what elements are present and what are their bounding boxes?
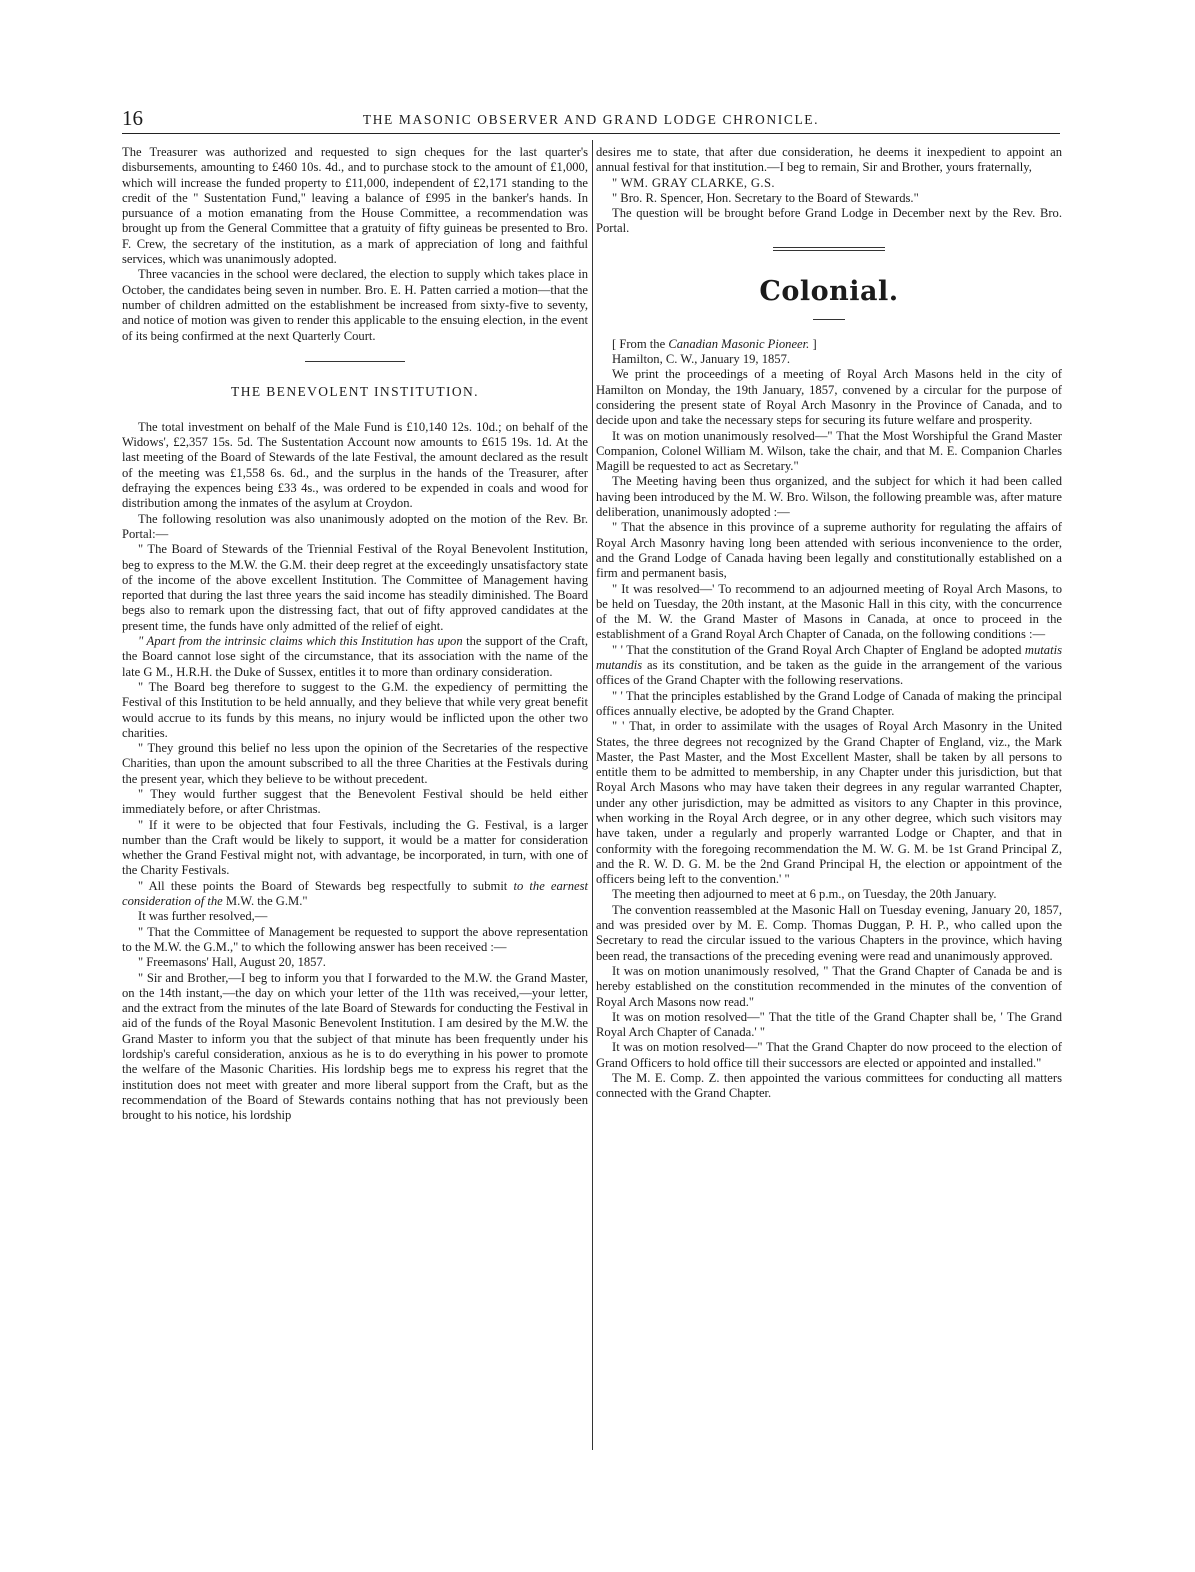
page-number: 16 — [122, 106, 143, 130]
page-header — [122, 106, 1060, 132]
resolution-paragraph: " If it were to be objected that four Festivals, including the G. Festival, is a larger number than the Craft would be likely to support, it would be a matter for consideration whether the Grand Festival might not, with advantage, be incorporated, in turn, with one of the Charity Festivals. — [122, 817, 588, 878]
resolution-paragraph: " It was resolved—' To recommend to an adjourned meeting of Royal Arch Masons, to be held on Tuesday, the 20th instant, at the Masonic Hall in this city, with the concurrence of the M. W. the Grand Master of Masons in Canada, at once to proceed in the establishment of a Grand Royal Arch Chapter of Canada, on the following conditions :— — [596, 581, 1062, 642]
paragraph: We print the proceedings of a meeting of Royal Arch Masons held in the city of Hamilton on Monday, the 19th January, 1857, convened by a circular for the purpose of considering the present state of Royal Arch Masonry in the Province of Canada, and to decide upon and take the necessary steps for securing its future welfare and prosperity. — [596, 367, 1062, 428]
resolution-paragraph: " The Board beg therefore to suggest to the G.M. the expediency of permitting the Festival of this Institution to be held annually, and they believe that while very great benefit would accrue to its funds by this means, no injury would be inflicted upon the other two charities. — [122, 679, 588, 740]
paragraph: It was on motion resolved—" That the Grand Chapter do now proceed to the election of Grand Officers to hold office till their successors are elected or appointed and installed." — [596, 1040, 1062, 1070]
text-run: ] — [809, 336, 817, 351]
paragraph: The meeting then adjourned to meet at 6 p.m., on Tuesday, the 20th January. — [612, 887, 997, 902]
source-dateline: Hamilton, C. W., January 19, 1857. — [612, 352, 791, 367]
rule-line — [773, 250, 885, 251]
signature: " WM. GRAY CLARKE, G.S. — [612, 175, 775, 190]
paragraph: The question will be brought before Grand Lodge in December next by the Rev. Bro. Portal. — [596, 206, 1062, 236]
resolution-paragraph: " They ground this belief no less upon the opinion of the Secretaries of the respective Charities, than upon the amount subscribed to all the three Charities at the Festivals during the present year, which they believe to be without precedent. — [122, 741, 588, 786]
resolution-paragraph: " That the Committee of Management be requested to support the above representation to the M.W. the G.M.," to which the following answer has been received :— — [122, 924, 588, 954]
resolution-paragraph: " That the absence in this province of a supreme authority for regulating the affairs of Royal Arch Masonry having long been attended with serious inconvenience to the order, and the Grand Lodge of Canada having been legally and constitutionally established on a firm and permanent basis, — [596, 520, 1062, 581]
double-rule — [773, 247, 885, 251]
paragraph: It was on motion unanimously resolved—" That the Most Worshipful the Grand Master Companion, Colonel William M. Wilson, take the chair, and that M. E. Companion Charles Magill be requested to act as Secretary." — [596, 428, 1062, 474]
addressee-line: " Bro. R. Spencer, Hon. Secretary to the Board of Stewards." — [612, 190, 919, 205]
section-rule — [813, 319, 845, 320]
text-run: M.W. the G.M." — [222, 894, 308, 909]
paragraph: It was on motion unanimously resolved, " That the Grand Chapter of Canada be and is hereby established on the constitution recommended in the minutes of the convention of Royal Arch Masons now read." — [596, 963, 1062, 1009]
paragraph: The M. E. Comp. Z. then appointed the various committees for conducting all matters connected with the Grand Chapter. — [596, 1071, 1062, 1101]
letter-dateline: " Freemasons' Hall, August 20, 1857. — [138, 955, 326, 970]
letter-paragraph: desires me to state, that after due consideration, he deems it inexpedient to appoint an annual festival for that institution.—I beg to remain, Sir and Brother, yours fraternally, — [596, 145, 1062, 175]
resolution-paragraph — [122, 634, 588, 680]
text-run: [ From the — [612, 336, 669, 351]
header-rule — [122, 133, 1060, 134]
resolution-paragraph: " They would further suggest that the Benevolent Festival should be held either immediately before, or after Christmas. — [122, 786, 588, 817]
paragraph: The Meeting having been thus organized, and the subject for which it had been called having been introduced by the M. W. Bro. Wilson, the following preamble was, after mature deliberation, unanimously adopted :— — [596, 474, 1062, 520]
text-run: the support of the Craft, the Board cannot lose sight of the circumstance, that its association with the name of the late G M., H.R.H. the Duke of Sussex, entitles it to more than ordinary consideration. — [122, 634, 588, 679]
letter-paragraph: " Sir and Brother,—I beg to inform you that I forwarded to the M.W. the Grand Master, on the 14th instant,—the day on which your letter of the 11th was received,—your letter, and the extract from the minutes of the late Board of Stewards for conducting the Festival in aid of the funds of the Royal Masonic Benevolent Institution. I am desired by the M.W. the Grand Master to inform you that the subject of that minute has been frequently under his lordship's careful consideration, anxious as he is to do everything in his power to promote the welfare of the Masonic Charities. His lordship begs me to express his regret that the institution does not meet with greater and more liberal support from the Craft, but as the recommendation of the Board of Stewards contains nothing that has not previously been brought to his notice, his lordship — [122, 970, 588, 1123]
paragraph: It was on motion resolved—" That the title of the Grand Chapter shall be, ' The Grand Royal Arch Chapter of Canada.' " — [596, 1009, 1062, 1040]
source-line — [596, 337, 1062, 352]
right-column — [596, 145, 1062, 1445]
resolution-paragraph: " ' That the principles established by the Grand Lodge of Canada of making the principal offices annually elective, be adopted by the Grand Chapter. — [596, 688, 1062, 718]
text-run: " All these points the Board of Stewards beg respectfully to submit — [138, 878, 508, 893]
paragraph: Three vacancies in the school were declared, the election to supply which takes place in October, the candidates being seven in number. Bro. E. H. Patten carried a motion—that the number of children admitted on the establishment be increased from sixty-five to seventy, and notice of motion was given to render this applicable to the ensuing election, in the event of its being confirmed at the next Quarterly Court. — [122, 267, 588, 343]
italic-text: mutatis mutandis — [596, 642, 1062, 673]
text-run: " ' That the constitution of the Grand Royal Arch Chapter of England be adopted — [612, 642, 1025, 657]
rule-line — [773, 247, 885, 248]
paragraph: The convention reassembled at the Masonic Hall on Tuesday evening, January 20, 1857, and was presided over by M. E. Comp. Thomas Duggan, P. H. P., who called upon the Secretary to read the circular issued to the various Chapters in the province, which having been read, the transactions of the preceding evening were read and unanimously approved. — [596, 902, 1062, 963]
text-run: as its constitution, and be taken as the guide in the arrangement of the various offices of the Grand Chapter with the following reservations. — [596, 658, 1062, 688]
resolution-paragraph: " ' That, in order to assimilate with the usages of Royal Arch Masonry in the United States, the three degrees not recognized by the Grand Chapter of England, viz., the Mark Master, the Past Master, and the Most Excellent Master, shall be taken by all persons to entitle them to be admitted to membership, in any Chapter under this jurisdiction, but that Royal Arch Masons who may have taken their degrees in any regular warranted Chapter, under any other jurisdiction, may be admitted as visitors to any Chapter in this province, when working in the Royal Arch degree, or in any other degree, which such visitors may have taken, under a regularly and properly warranted Lodge or Chapter, and that in conformity with the foregoing recommendation the M. W. G. M. be 1st Grand Principal Z, and the R. W. D. G. M. be the 2nd Grand Principal H, the election or appointment of the officers being left to the convention.' " — [596, 719, 1062, 887]
resolution-paragraph — [122, 879, 588, 910]
paragraph: The following resolution was also unanimously adopted on the motion of the Rev. Br. Portal:— — [122, 511, 588, 541]
italic-text: to the earnest consideration of the — [122, 878, 588, 909]
section-rule — [305, 361, 405, 362]
italic-text: " Apart from the intrinsic claims which this Institution has upon — [138, 634, 463, 649]
column-divider — [592, 140, 593, 1450]
italic-text: Canadian Masonic Pioneer. — [668, 336, 810, 351]
left-column — [122, 145, 588, 1445]
resolution-paragraph: " The Board of Stewards of the Triennial Festival of the Royal Benevolent Institution, beg to express to the M.W. the G.M. their deep regret at the exceedingly unsatisfactory state of the income of the above excellent Institution. The Committee of Management having reported that during the last three years the said income has steadily diminished. The Board begs also to remark upon the distressing fact, that out of fifty approved candidates at the present time, the funds have only admitted of the relief of eight. — [122, 542, 588, 633]
running-title: THE MASONIC OBSERVER AND GRAND LODGE CHRONICLE. — [362, 112, 820, 127]
section-heading-colonial: Colonial. — [759, 275, 899, 307]
paragraph: It was further resolved,— — [138, 909, 268, 924]
resolution-paragraph — [596, 643, 1062, 689]
paragraph: The Treasurer was authorized and requested to sign cheques for the last quarter's disbursements, amounting to £460 10s. 4d., and to purchase stock to the amount of £1,000, which will increase the funded property to £11,000, independent of £2,171 standing to the credit of the " Sustentation Fund," leaving a balance of £995 in the banker's hands. In pursuance of a motion emanating from the House Committee, a recommendation was brought up from the General Committee that a gratuity of fifty guineas be presented to Bro. F. Crew, the secretary of the institution, as a mark of appreciation of long and faithful services, which was unanimously adopted. — [122, 145, 588, 267]
section-heading-benevolent: THE BENEVOLENT INSTITUTION. — [231, 383, 479, 399]
paragraph: The total investment on behalf of the Male Fund is £10,140 12s. 10d.; on behalf of the Widows', £2,357 15s. 5d. The Sustentation Account now amounts to £615 19s. 1d. At the last meeting of the Board of Stewards of the late Festival, the amount declared as the result of the meeting was £1,558 6s. 6d., and the surplus in the hands of the Treasurer, after defraying the expences being £33 4s., was ordered to be expended in coals and wood for distribution among the inmates of the asylum at Croydon. — [122, 419, 588, 511]
